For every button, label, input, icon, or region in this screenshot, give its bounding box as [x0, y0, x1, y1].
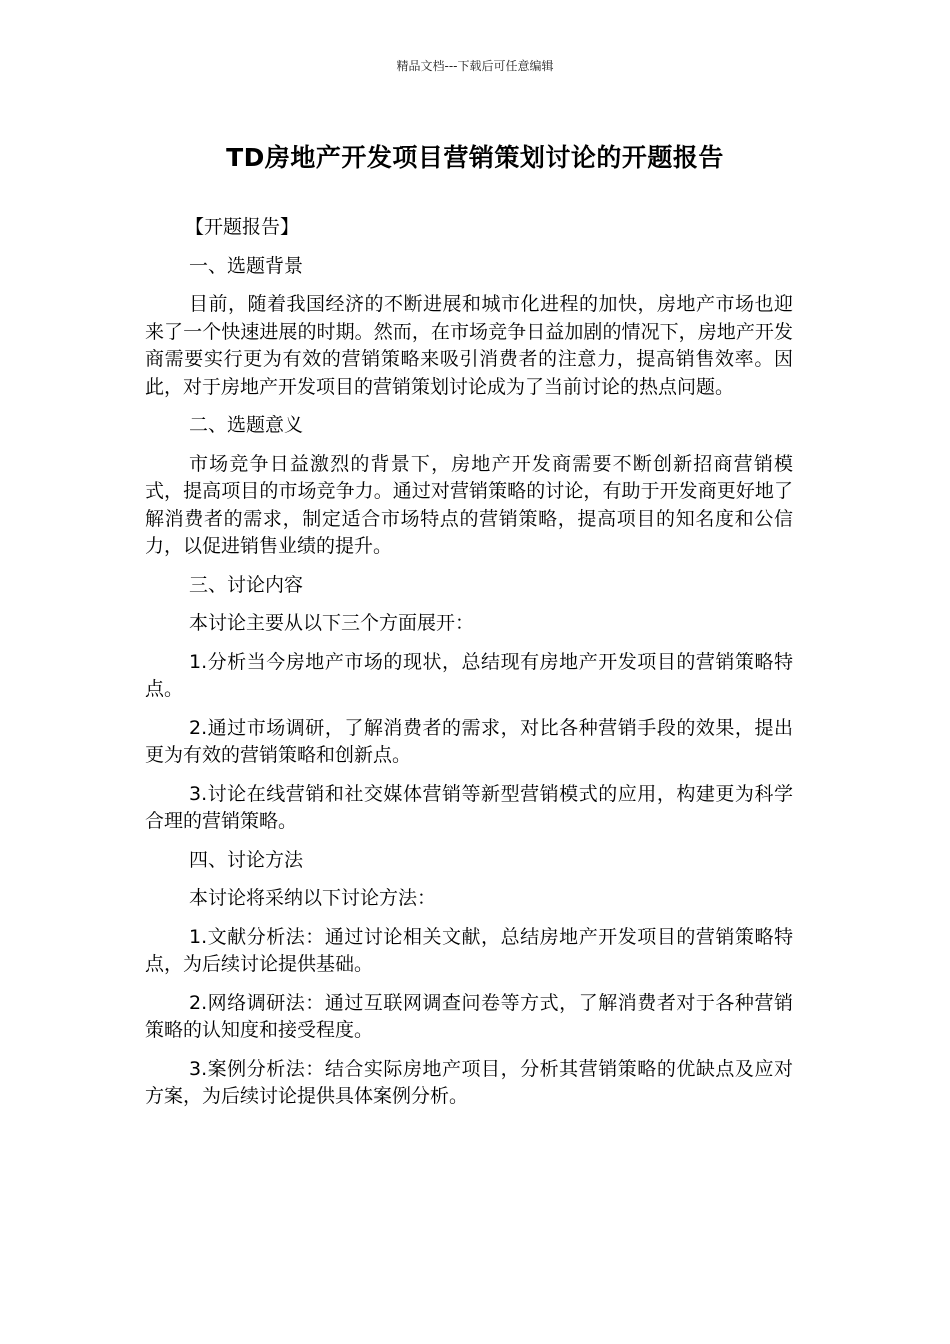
section-heading-significance: 二、选题意义 [189, 414, 304, 436]
list-item-content-1: 1.分析当今房地产市场的现状，总结现有房地产开发项目的营销策略特点。 [145, 650, 793, 700]
list-item-method-1: 1.文献分析法：通过讨论相关文献，总结房地产开发项目的营销策略特点，为后续讨论提供基础。 [145, 925, 793, 975]
paragraph-background: 目前，随着我国经济的不断进展和城市化进程的加快，房地产市场也迎来了一个快速进展的时期。然而，在市场竞争日益加剧的情况下，房地产开发商需要实行更为有效的营销策略来吸引消费者的注意力，提高销售效率。因此，对于房地产开发项目的营销策划讨论成为了当前讨论的热点问题。 [145, 293, 793, 398]
section-tag: 【开题报告】 [185, 216, 300, 238]
list-item-method-2: 2.网络调研法：通过互联网调查问卷等方式，了解消费者对于各种营销策略的认知度和接受程度。 [145, 991, 793, 1041]
list-item-content-3: 3.讨论在线营销和社交媒体营销等新型营销模式的应用，构建更为科学合理的营销策略。 [145, 782, 793, 832]
section-heading-methods: 四、讨论方法 [189, 848, 304, 871]
list-item-content-2: 2.通过市场调研，了解消费者的需求，对比各种营销手段的效果，提出更为有效的营销策略和创新点。 [145, 716, 793, 766]
paragraph-methods-intro: 本讨论将采纳以下讨论方法： [189, 887, 437, 909]
list-item-method-3: 3.案例分析法：结合实际房地产项目，分析其营销策略的优缺点及应对方案，为后续讨论提供具体案例分析。 [145, 1057, 793, 1107]
paragraph-significance: 市场竞争日益激烈的背景下，房地产开发商需要不断创新招商营销模式，提高项目的市场竞争力。通过对营销策略的讨论，有助于开发商更好地了解消费者的需求，制定适合市场特点的营销策略，提高项目的知名度和公信力，以促进销售业绩的提升。 [145, 452, 793, 557]
section-heading-background: 一、选题背景 [189, 254, 304, 277]
section-heading-content: 三、讨论内容 [189, 573, 304, 596]
paragraph-content-intro: 本讨论主要从以下三个方面展开： [189, 612, 475, 634]
header-note: 精品文档---下载后可任意编辑 [396, 59, 554, 73]
document-title: TD房地产开发项目营销策划讨论的开题报告 [226, 143, 724, 172]
document-body [145, 214, 793, 1122]
